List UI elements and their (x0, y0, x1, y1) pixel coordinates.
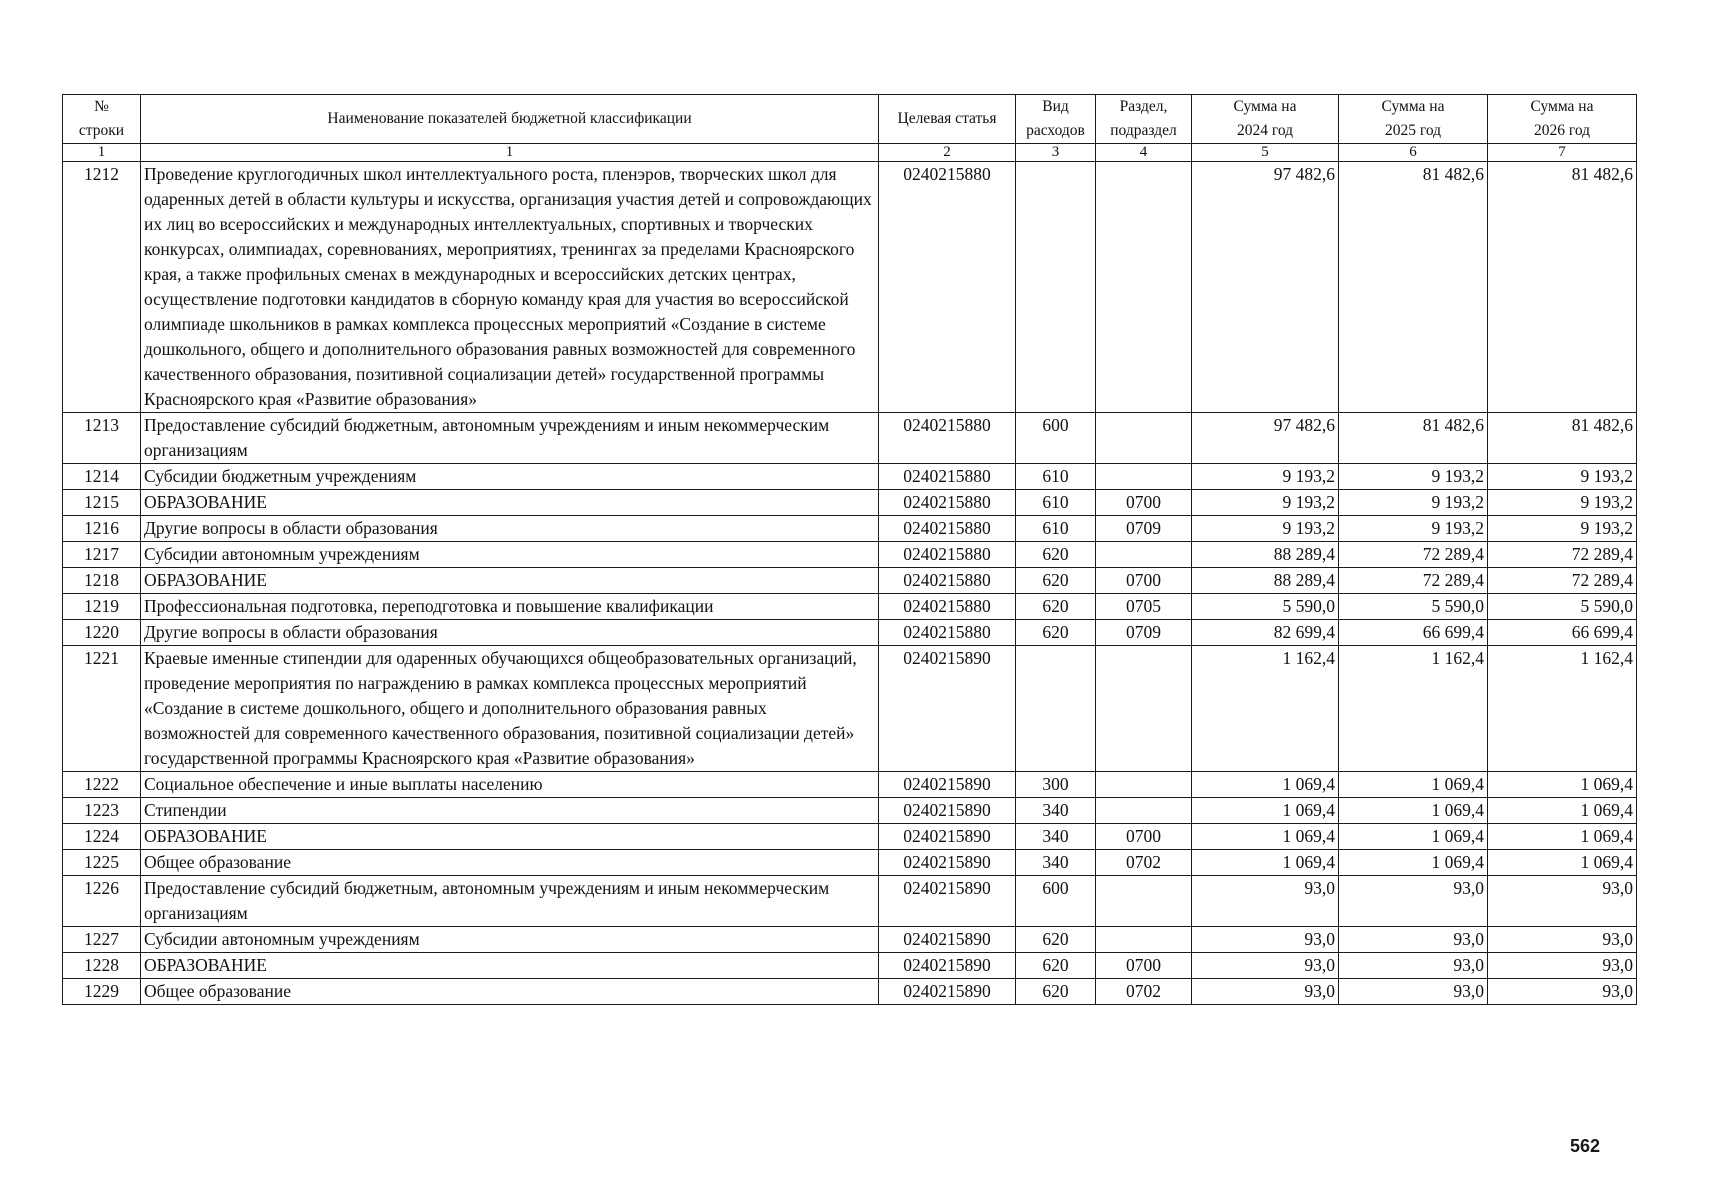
sum-2026-cell: 9 193,2 (1488, 464, 1637, 490)
sum-2025-cell: 72 289,4 (1339, 542, 1488, 568)
column-number: 7 (1488, 144, 1637, 162)
sum-2024-cell: 9 193,2 (1192, 464, 1339, 490)
row-name-cell: Проведение круглогодичных школ интеллектуального роста, пленэров, творческих школ для одаренных детей в области культуры и искусства, организация участия детей и сопровождающих их лиц во всероссийских и международных интеллектуальных, спортивных и творческих конкурсах, олимпиадах, соревнованиях, мероприятиях, тренингах за пределами Красноярского края, а также профильных сменах в международных и всероссийских детских центрах, осуществление подготовки кандидатов в сборную команду края для участия во всероссийской олимпиаде школьников в рамках комплекса процессных мероприятий «Создание в системе дошкольного, общего и дополнительного образования равных возможностей для современного качественного образования, позитивной социализации детей» государственной программы Красноярского края «Развитие образования» (141, 162, 879, 413)
expense-type-cell: 620 (1016, 542, 1096, 568)
table-row (63, 850, 1637, 876)
row-name-cell: Другие вопросы в области образования (141, 620, 879, 646)
table-row (63, 824, 1637, 850)
row-name-cell: ОБРАЗОВАНИЕ (141, 568, 879, 594)
table-row (63, 490, 1637, 516)
row-number-cell: 1220 (63, 620, 141, 646)
sum-2024-cell: 1 069,4 (1192, 772, 1339, 798)
sum-2024-cell: 1 069,4 (1192, 824, 1339, 850)
table-row (63, 876, 1637, 927)
row-name-cell: Краевые именные стипендии для одаренных обучающихся общеобразовательных организаций, проведение мероприятия по награждению в рамках комплекса процессных мероприятий «Создание в системе дошкольного, общего и дополнительного образования равных возможностей для современного качественного образования, позитивной социализации детей» государственной программы Красноярского края «Развитие образования» (141, 646, 879, 772)
table-row (63, 646, 1637, 772)
sum-2026-cell: 72 289,4 (1488, 568, 1637, 594)
table-row (63, 594, 1637, 620)
target-article-cell: 0240215880 (879, 413, 1016, 464)
sum-2026-cell: 1 069,4 (1488, 772, 1637, 798)
section-cell (1096, 413, 1192, 464)
sum-2024-cell: 93,0 (1192, 979, 1339, 1005)
sum-2026-cell: 1 162,4 (1488, 646, 1637, 772)
target-article-cell: 0240215890 (879, 798, 1016, 824)
sum-2025-cell: 93,0 (1339, 927, 1488, 953)
row-number-cell: 1222 (63, 772, 141, 798)
header-section: Раздел, подраздел (1096, 95, 1192, 144)
expense-type-cell: 620 (1016, 953, 1096, 979)
expense-type-cell: 610 (1016, 490, 1096, 516)
table-row (63, 620, 1637, 646)
sum-2026-cell: 1 069,4 (1488, 824, 1637, 850)
section-cell: 0700 (1096, 953, 1192, 979)
row-name-cell: Субсидии автономным учреждениям (141, 927, 879, 953)
table-row (63, 464, 1637, 490)
sum-2024-cell: 1 162,4 (1192, 646, 1339, 772)
row-number-cell: 1219 (63, 594, 141, 620)
section-cell (1096, 798, 1192, 824)
row-number-cell: 1223 (63, 798, 141, 824)
table-row (63, 516, 1637, 542)
expense-type-cell: 610 (1016, 516, 1096, 542)
target-article-cell: 0240215880 (879, 568, 1016, 594)
row-name-cell: ОБРАЗОВАНИЕ (141, 824, 879, 850)
row-name-cell: Предоставление субсидий бюджетным, автономным учреждениям и иным некоммерческим организациям (141, 413, 879, 464)
sum-2024-cell: 88 289,4 (1192, 542, 1339, 568)
header-sum-2026: Сумма на 2026 год (1488, 95, 1637, 144)
target-article-cell: 0240215890 (879, 953, 1016, 979)
expense-type-cell: 620 (1016, 620, 1096, 646)
sum-2025-cell: 1 069,4 (1339, 798, 1488, 824)
sum-2025-cell: 66 699,4 (1339, 620, 1488, 646)
section-cell (1096, 772, 1192, 798)
header-name: Наименование показателей бюджетной классификации (141, 95, 879, 144)
header-sum-2024: Сумма на 2024 год (1192, 95, 1339, 144)
sum-2024-cell: 1 069,4 (1192, 850, 1339, 876)
sum-2025-cell: 1 069,4 (1339, 772, 1488, 798)
row-number-cell: 1224 (63, 824, 141, 850)
column-number: 2 (879, 144, 1016, 162)
table-row (63, 162, 1637, 413)
sum-2025-cell: 1 162,4 (1339, 646, 1488, 772)
sum-2026-cell: 93,0 (1488, 953, 1637, 979)
expense-type-cell: 610 (1016, 464, 1096, 490)
table-row (63, 953, 1637, 979)
sum-2025-cell: 1 069,4 (1339, 850, 1488, 876)
target-article-cell: 0240215880 (879, 162, 1016, 413)
row-number-cell: 1214 (63, 464, 141, 490)
row-number-cell: 1228 (63, 953, 141, 979)
row-number-cell: 1217 (63, 542, 141, 568)
page-number: 562 (1570, 1136, 1601, 1156)
header-target-article: Целевая статья (879, 95, 1016, 144)
expense-type-cell: 300 (1016, 772, 1096, 798)
sum-2024-cell: 9 193,2 (1192, 516, 1339, 542)
section-cell: 0705 (1096, 594, 1192, 620)
header-row-number: № строки (63, 95, 141, 144)
sum-2026-cell: 72 289,4 (1488, 542, 1637, 568)
sum-2024-cell: 93,0 (1192, 876, 1339, 927)
budget-table (62, 94, 1637, 1005)
row-name-cell: Общее образование (141, 979, 879, 1005)
sum-2024-cell: 5 590,0 (1192, 594, 1339, 620)
row-number-cell: 1216 (63, 516, 141, 542)
sum-2026-cell: 1 069,4 (1488, 798, 1637, 824)
target-article-cell: 0240215890 (879, 876, 1016, 927)
sum-2025-cell: 93,0 (1339, 876, 1488, 927)
header-expense-type: Вид расходов (1016, 95, 1096, 144)
section-cell: 0700 (1096, 568, 1192, 594)
sum-2024-cell: 93,0 (1192, 953, 1339, 979)
row-name-cell: Социальное обеспечение и иные выплаты населению (141, 772, 879, 798)
sum-2025-cell: 93,0 (1339, 953, 1488, 979)
row-number-cell: 1226 (63, 876, 141, 927)
column-number: 1 (141, 144, 879, 162)
section-cell (1096, 646, 1192, 772)
section-cell: 0702 (1096, 979, 1192, 1005)
expense-type-cell: 620 (1016, 594, 1096, 620)
sum-2026-cell: 93,0 (1488, 876, 1637, 927)
expense-type-cell: 620 (1016, 568, 1096, 594)
target-article-cell: 0240215880 (879, 490, 1016, 516)
section-cell: 0709 (1096, 516, 1192, 542)
target-article-cell: 0240215880 (879, 594, 1016, 620)
sum-2025-cell: 93,0 (1339, 979, 1488, 1005)
sum-2026-cell: 5 590,0 (1488, 594, 1637, 620)
expense-type-cell: 340 (1016, 850, 1096, 876)
sum-2026-cell: 66 699,4 (1488, 620, 1637, 646)
sum-2024-cell: 97 482,6 (1192, 162, 1339, 413)
row-name-cell: Стипендии (141, 798, 879, 824)
section-cell (1096, 876, 1192, 927)
sum-2026-cell: 93,0 (1488, 979, 1637, 1005)
section-cell: 0702 (1096, 850, 1192, 876)
sum-2024-cell: 82 699,4 (1192, 620, 1339, 646)
column-number: 3 (1016, 144, 1096, 162)
row-name-cell: Профессиональная подготовка, переподготовка и повышение квалификации (141, 594, 879, 620)
section-cell (1096, 542, 1192, 568)
target-article-cell: 0240215890 (879, 979, 1016, 1005)
section-cell (1096, 464, 1192, 490)
target-article-cell: 0240215890 (879, 850, 1016, 876)
table-row (63, 927, 1637, 953)
expense-type-cell (1016, 646, 1096, 772)
table-row (63, 568, 1637, 594)
sum-2024-cell: 88 289,4 (1192, 568, 1339, 594)
row-number-cell: 1213 (63, 413, 141, 464)
expense-type-cell: 600 (1016, 413, 1096, 464)
row-number-cell: 1215 (63, 490, 141, 516)
target-article-cell: 0240215880 (879, 620, 1016, 646)
expense-type-cell: 340 (1016, 824, 1096, 850)
column-number: 5 (1192, 144, 1339, 162)
row-number-cell: 1221 (63, 646, 141, 772)
row-name-cell: ОБРАЗОВАНИЕ (141, 490, 879, 516)
expense-type-cell: 340 (1016, 798, 1096, 824)
table-row (63, 413, 1637, 464)
row-number-cell: 1218 (63, 568, 141, 594)
target-article-cell: 0240215890 (879, 824, 1016, 850)
row-number-cell: 1212 (63, 162, 141, 413)
sum-2025-cell: 81 482,6 (1339, 162, 1488, 413)
row-number-cell: 1229 (63, 979, 141, 1005)
sum-2025-cell: 81 482,6 (1339, 413, 1488, 464)
target-article-cell: 0240215880 (879, 464, 1016, 490)
section-cell (1096, 927, 1192, 953)
sum-2025-cell: 1 069,4 (1339, 824, 1488, 850)
sum-2026-cell: 81 482,6 (1488, 413, 1637, 464)
section-cell: 0700 (1096, 490, 1192, 516)
table-row (63, 772, 1637, 798)
table-body (63, 162, 1637, 1005)
column-number: 4 (1096, 144, 1192, 162)
sum-2025-cell: 9 193,2 (1339, 490, 1488, 516)
expense-type-cell: 600 (1016, 876, 1096, 927)
table-row (63, 798, 1637, 824)
target-article-cell: 0240215880 (879, 516, 1016, 542)
table-header-row (63, 95, 1637, 144)
sum-2025-cell: 5 590,0 (1339, 594, 1488, 620)
row-number-cell: 1227 (63, 927, 141, 953)
column-number: 1 (63, 144, 141, 162)
sum-2026-cell: 81 482,6 (1488, 162, 1637, 413)
target-article-cell: 0240215890 (879, 646, 1016, 772)
target-article-cell: 0240215890 (879, 772, 1016, 798)
section-cell: 0709 (1096, 620, 1192, 646)
section-cell: 0700 (1096, 824, 1192, 850)
sum-2025-cell: 72 289,4 (1339, 568, 1488, 594)
row-name-cell: Субсидии автономным учреждениям (141, 542, 879, 568)
row-number-cell: 1225 (63, 850, 141, 876)
target-article-cell: 0240215890 (879, 927, 1016, 953)
sum-2026-cell: 9 193,2 (1488, 490, 1637, 516)
column-number: 6 (1339, 144, 1488, 162)
section-cell (1096, 162, 1192, 413)
target-article-cell: 0240215880 (879, 542, 1016, 568)
column-numbers-row (63, 144, 1637, 162)
sum-2024-cell: 93,0 (1192, 927, 1339, 953)
sum-2026-cell: 1 069,4 (1488, 850, 1637, 876)
sum-2025-cell: 9 193,2 (1339, 464, 1488, 490)
expense-type-cell: 620 (1016, 979, 1096, 1005)
sum-2026-cell: 9 193,2 (1488, 516, 1637, 542)
row-name-cell: ОБРАЗОВАНИЕ (141, 953, 879, 979)
sum-2024-cell: 9 193,2 (1192, 490, 1339, 516)
expense-type-cell (1016, 162, 1096, 413)
table-row (63, 979, 1637, 1005)
table-row (63, 542, 1637, 568)
row-name-cell: Предоставление субсидий бюджетным, автономным учреждениям и иным некоммерческим организациям (141, 876, 879, 927)
sum-2024-cell: 1 069,4 (1192, 798, 1339, 824)
row-name-cell: Субсидии бюджетным учреждениям (141, 464, 879, 490)
sum-2024-cell: 97 482,6 (1192, 413, 1339, 464)
row-name-cell: Другие вопросы в области образования (141, 516, 879, 542)
sum-2025-cell: 9 193,2 (1339, 516, 1488, 542)
row-name-cell: Общее образование (141, 850, 879, 876)
sum-2026-cell: 93,0 (1488, 927, 1637, 953)
header-sum-2025: Сумма на 2025 год (1339, 95, 1488, 144)
expense-type-cell: 620 (1016, 927, 1096, 953)
